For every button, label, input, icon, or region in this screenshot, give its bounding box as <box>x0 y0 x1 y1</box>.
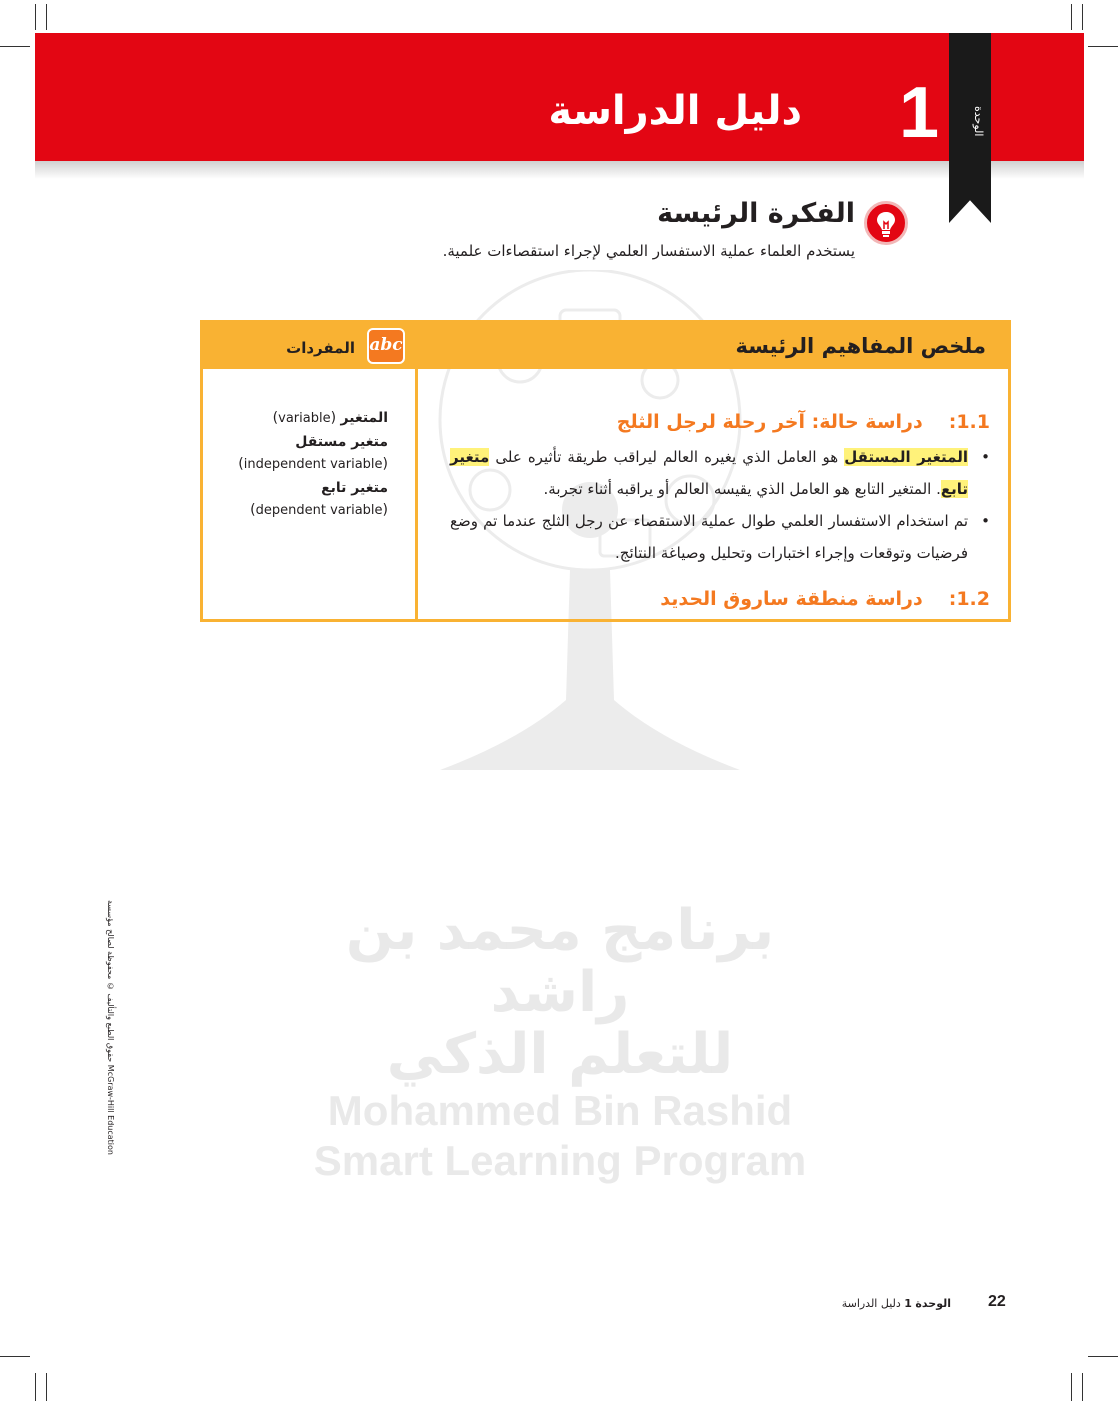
vocabulary-list <box>218 407 388 523</box>
lesson-heading <box>660 588 990 610</box>
vocabulary-item: متغير مستقل (independent variable) <box>238 433 388 472</box>
watermark-ar-line2: للتعلم الذكي <box>386 1022 734 1087</box>
crop-mark <box>35 4 36 30</box>
crop-mark <box>0 1356 30 1357</box>
crop-mark <box>1082 1373 1083 1401</box>
page-number: 22 <box>988 1293 1006 1310</box>
abc-vocabulary-icon: abc <box>367 328 405 364</box>
crop-mark <box>46 1373 47 1401</box>
big-idea-title: الفكرة الرئيسة <box>657 198 855 229</box>
lesson-number: 1.1: <box>948 411 990 433</box>
page-title: دليل الدراسة <box>548 88 802 134</box>
watermark-ar-line1: برنامج محمد بن راشد <box>345 898 775 1025</box>
crop-mark <box>46 4 47 30</box>
crop-mark <box>1071 4 1072 30</box>
concepts-title: ملخص المفاهيم الرئيسة <box>735 334 986 358</box>
watermark-text <box>310 900 810 1186</box>
unit-tab-label: الوحدة <box>972 105 985 137</box>
concept-bullet <box>450 505 990 569</box>
lesson-title: دراسة منطقة ساروق الحديد <box>660 588 923 610</box>
vocabulary-item: المتغير (variable) <box>272 410 388 426</box>
crop-mark <box>1082 4 1083 30</box>
crop-mark <box>1088 46 1118 47</box>
highlighted-term: المتغير المستقل <box>844 448 968 466</box>
concept-bullet <box>450 441 990 505</box>
crop-mark <box>0 46 30 47</box>
bullet-text: • تم استخدام الاستفسار العلمي طوال عملية الاستقصاء عن رجل الثلج عندما تم وضع فرضيات وتوقعات وإجراء اختبارات وتحليل وصياغة النتائج. <box>450 512 968 562</box>
lightbulb-icon <box>864 201 908 245</box>
bullet-text: هو العامل الذي يغيره العالم ليراقب طريقة تأثيره على <box>489 448 845 466</box>
watermark-en-line2: Smart Learning Program <box>313 1137 807 1184</box>
lesson-heading <box>617 411 990 433</box>
lesson-number: 1.2: <box>948 588 990 610</box>
crop-mark <box>1088 1356 1118 1357</box>
summary-table-header <box>203 323 1008 369</box>
vocabulary-item: متغير تابع (dependent variable) <box>250 479 388 518</box>
copyright-credit: حقوق الطبع والتأليف © محفوظة لصالح مؤسسة McGraw-Hill Education <box>106 900 115 1155</box>
big-idea-text: يستخدم العلماء عملية الاستفسار العلمي لإجراء استقصاءات علمية. <box>442 242 855 260</box>
highlighted-term: متغير تابع <box>450 448 968 498</box>
crop-mark <box>35 1373 36 1401</box>
banner-shadow <box>35 161 1084 179</box>
lesson-title: دراسة حالة: آخر رحلة لرجل الثلج <box>616 411 923 433</box>
footer-section: الوحدة 1 دليل الدراسة <box>841 1297 951 1310</box>
column-divider <box>415 323 418 619</box>
crop-mark <box>1071 1373 1072 1401</box>
bullet-text: . المتغير التابع هو العامل الذي يقيسه العالم أو يراقبه أثناء تجربة. <box>543 480 941 498</box>
unit-number: 1 <box>898 73 940 153</box>
watermark-en-line1: Mohammed Bin Rashid <box>327 1087 793 1134</box>
summary-table <box>200 320 1011 622</box>
vocabulary-title: المفردات <box>286 339 355 357</box>
